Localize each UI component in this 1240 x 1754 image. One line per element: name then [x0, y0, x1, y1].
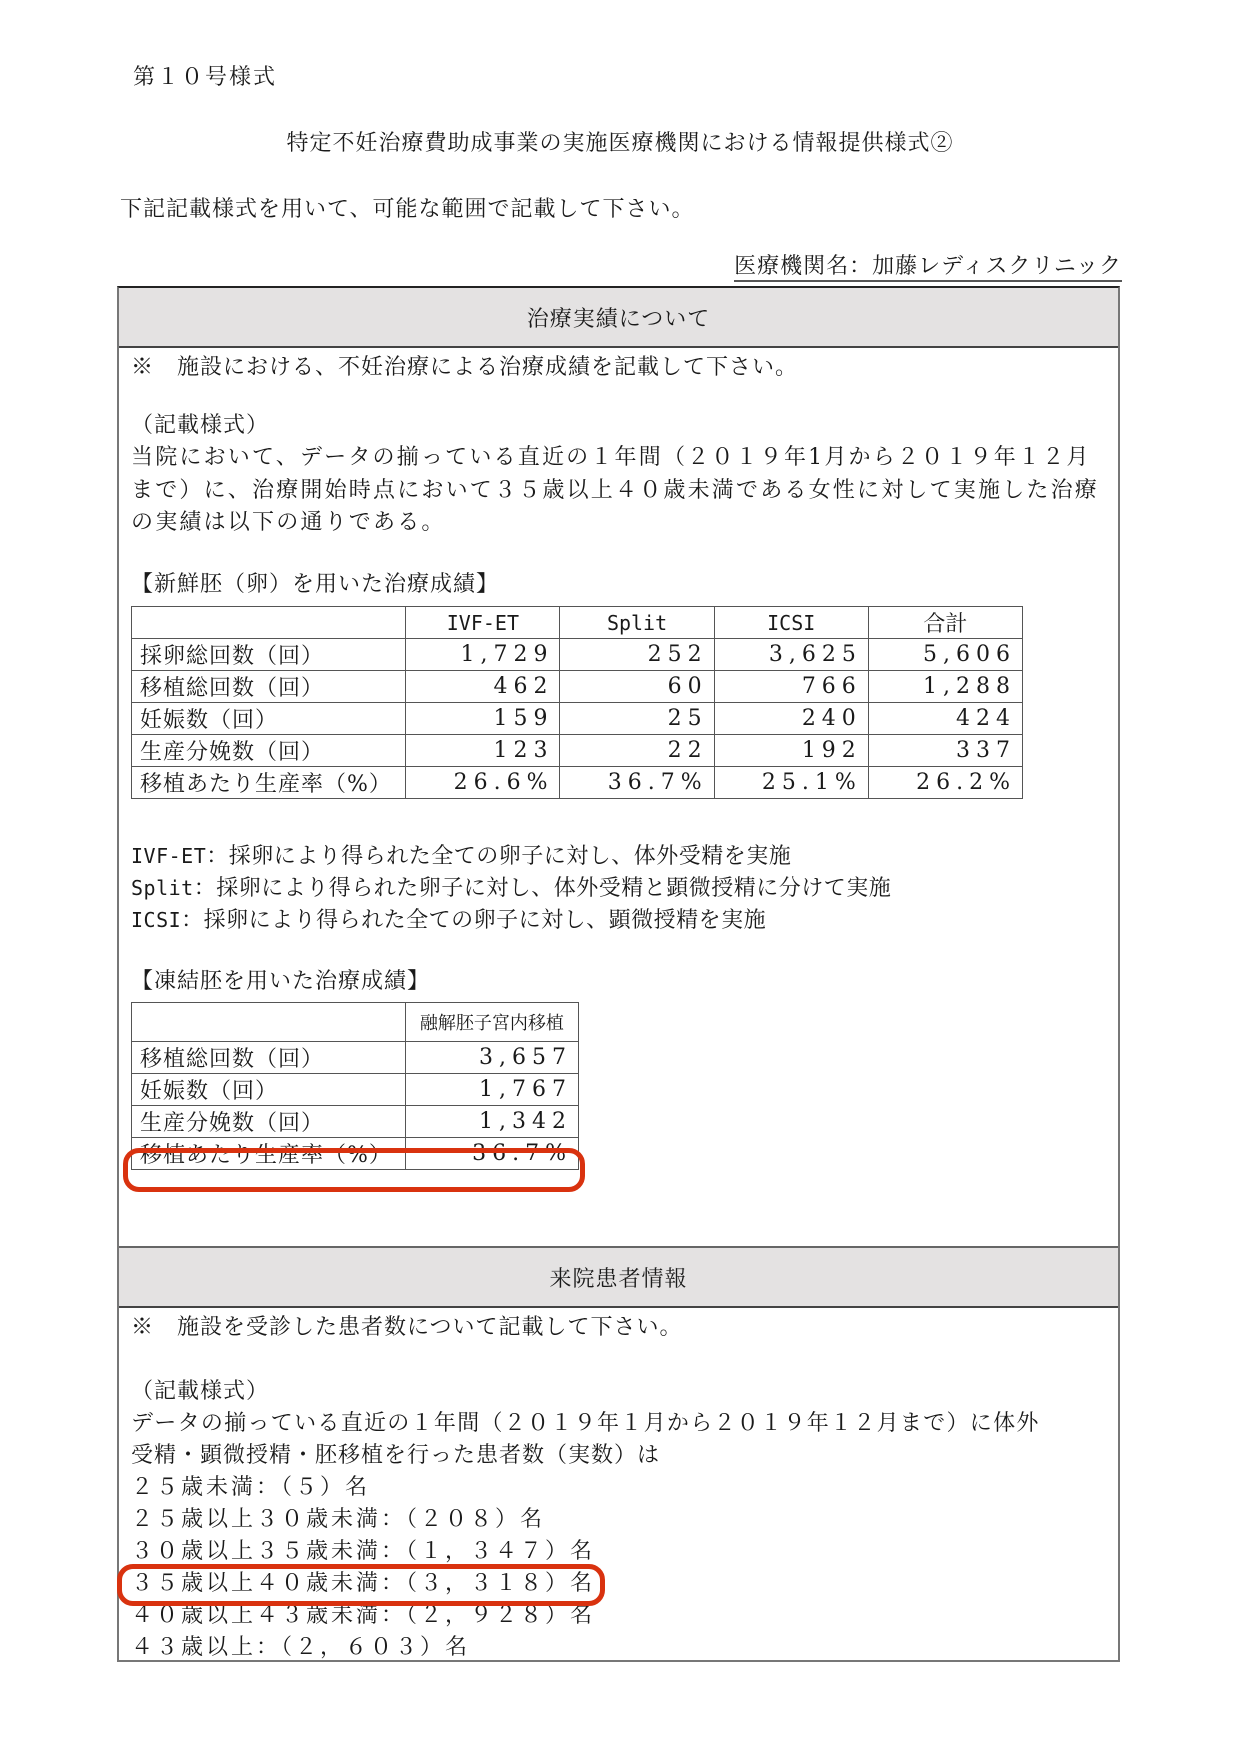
definition-text: ：採卵により得られた卵子に対し、体外受精と顕微授精に分けて実施 — [193, 876, 892, 901]
instruction-text: 下記記載様式を用いて、可能な範囲で記載して下さい。 — [120, 197, 695, 222]
row-label: 生産分娩数（回） — [132, 1106, 406, 1138]
cell: 36.7% — [560, 767, 714, 799]
table-row — [132, 671, 1023, 703]
cell: 1,729 — [406, 639, 560, 671]
cell: 337 — [868, 735, 1022, 767]
definition-icsi — [131, 904, 766, 937]
column-header-ivf-et: IVF-ET — [406, 607, 560, 639]
section-title: 治療実績について — [526, 306, 711, 332]
cell: 60 — [560, 671, 714, 703]
intro-paragraph: 当院において、データの揃っている直近の１年間（２０１９年1月から２０１９年１２月まで）に、治療開始時点において３５歳以上４０歳未満である女性に対して実施した治療の実績は以下の通りである。 — [131, 445, 1100, 535]
row-label: 妊娠数（回） — [132, 1074, 406, 1106]
list-item: ２５歳以上３０歳未満：（２０８）名 — [131, 1507, 546, 1532]
clinic-name: 医療機関名：加藤レディスクリニック — [734, 254, 1122, 282]
list-item-highlighted: ３５歳以上４０歳未満：（３，３１８）名 — [131, 1571, 596, 1596]
cell: 22 — [560, 735, 714, 767]
table-row — [132, 1106, 579, 1138]
fresh-table-caption: 【新鮮胚（卵）を用いた治療成績】 — [131, 572, 500, 597]
cell: 25.1% — [714, 767, 868, 799]
cell: 25 — [560, 703, 714, 735]
definition-split — [131, 872, 891, 905]
row-label: 採卵総回数（回） — [132, 639, 406, 671]
cell: 766 — [714, 671, 868, 703]
row-label: 移植あたり生産率（%） — [132, 1138, 406, 1170]
cell: 26.6% — [406, 767, 560, 799]
table-row — [132, 735, 1023, 767]
definition-text: ：採卵により得られた全ての卵子に対し、体外受精を実施 — [206, 844, 792, 869]
table-row — [132, 1074, 579, 1106]
cell: 26.2% — [868, 767, 1022, 799]
list-item: ３０歳以上３５歳未満：（１，３４７）名 — [131, 1539, 596, 1564]
form-number: 第１０号様式 — [133, 65, 278, 90]
row-label: 生産分娩数（回） — [132, 735, 406, 767]
section-header-patient-info — [119, 1246, 1118, 1308]
cell: 159 — [406, 703, 560, 735]
table-header-row — [132, 607, 1023, 639]
cell: 252 — [560, 639, 714, 671]
cell: 3,625 — [714, 639, 868, 671]
table-row — [132, 767, 1023, 799]
list-item: ４０歳以上４３歳未満：（２，９２８）名 — [131, 1603, 596, 1628]
row-label: 移植総回数（回） — [132, 1042, 406, 1074]
table-row — [132, 1042, 579, 1074]
frozen-embryo-results-table — [131, 1002, 579, 1170]
section-note: ※ 施設における、不妊治療による治療成績を記載して下さい。 — [131, 355, 799, 380]
cell: 1,288 — [868, 671, 1022, 703]
frozen-table-caption: 【凍結胚を用いた治療成績】 — [131, 969, 431, 994]
format-label: （記載様式） — [131, 1379, 270, 1404]
definition-term: Split — [131, 876, 194, 900]
row-label: 移植総回数（回） — [132, 671, 406, 703]
definition-term: ICSI — [131, 908, 182, 932]
column-header-total: 合計 — [868, 607, 1022, 639]
section-header-treatment-results — [119, 288, 1118, 348]
cell: 3,657 — [405, 1042, 578, 1074]
format-label: （記載様式） — [131, 413, 270, 438]
form-box — [117, 286, 1120, 1662]
cell: 1,342 — [405, 1106, 578, 1138]
column-header — [132, 607, 406, 639]
column-header-icsi: ICSI — [714, 607, 868, 639]
table-row — [132, 639, 1023, 671]
cell: 240 — [714, 703, 868, 735]
cell: 192 — [714, 735, 868, 767]
row-label: 妊娠数（回） — [132, 703, 406, 735]
table-row — [132, 703, 1023, 735]
cell: 462 — [406, 671, 560, 703]
column-header-split: Split — [560, 607, 714, 639]
cell: 36.7% — [405, 1138, 578, 1170]
definition-text: ：採卵により得られた全ての卵子に対し、顕微授精を実施 — [181, 908, 767, 933]
cell: 5,606 — [868, 639, 1022, 671]
list-item: ４３歳以上：（２，６０３）名 — [131, 1635, 471, 1660]
section-title: 来院患者情報 — [549, 1266, 688, 1292]
cell: 1,767 — [405, 1074, 578, 1106]
section-note: ※ 施設を受診した患者数について記載して下さい。 — [131, 1315, 683, 1340]
column-header-thawed-transfer: 融解胚子宮内移植 — [405, 1003, 578, 1042]
definition-term: IVF-ET — [131, 844, 207, 868]
table-header-row — [132, 1003, 579, 1042]
definition-ivf-et — [131, 840, 791, 873]
column-header — [132, 1003, 406, 1042]
intro-line: 受精・顕微授精・胚移植を行った患者数（実数）は — [131, 1443, 661, 1468]
intro-line: データの揃っている直近の１年間（２０１９年１月から２０１９年１２月まで）に体外 — [131, 1411, 1040, 1436]
document-title: 特定不妊治療費助成事業の実施医療機関における情報提供様式② — [286, 131, 954, 156]
fresh-embryo-results-table — [131, 606, 1023, 799]
table-row-highlighted — [132, 1138, 579, 1170]
cell: 424 — [868, 703, 1022, 735]
cell: 123 — [406, 735, 560, 767]
list-item: ２５歳未満：（５）名 — [131, 1475, 371, 1500]
row-label: 移植あたり生産率（%） — [132, 767, 406, 799]
